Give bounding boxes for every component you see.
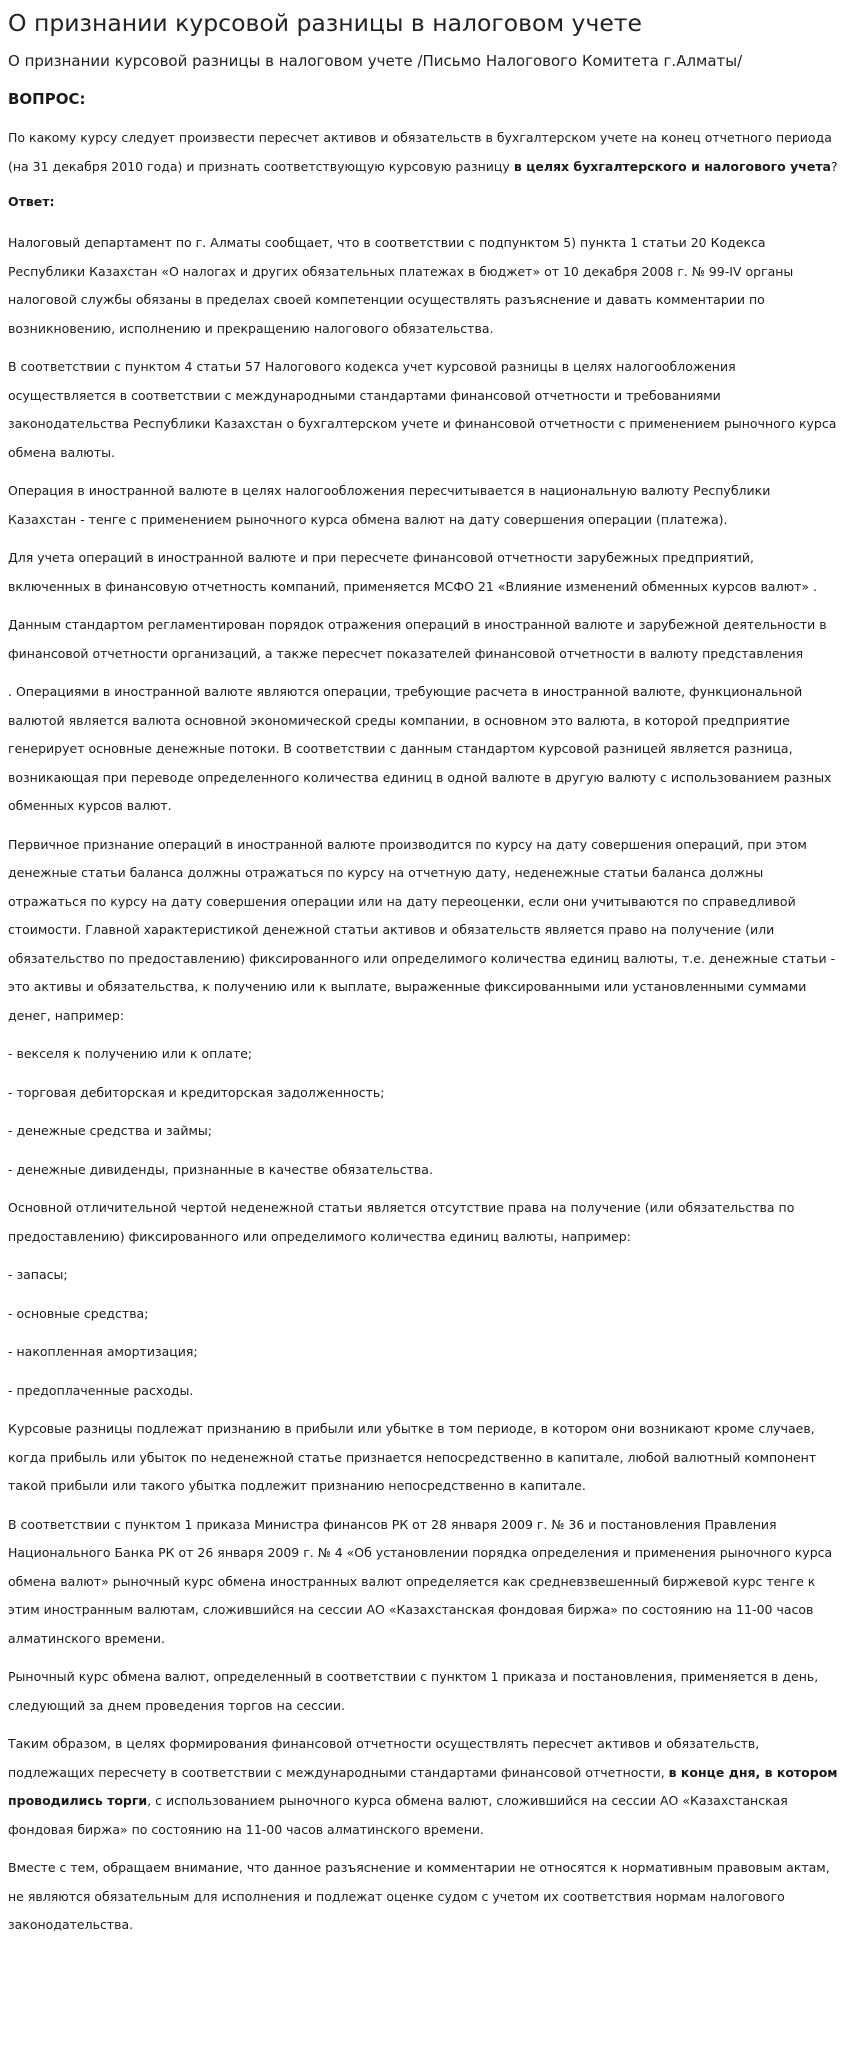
paragraph: Основной отличительной чертой неденежной статьи является отсутствие права на получение (или обязательства по предоставлению) фиксированного или определимого количества единиц валюты, например: <box>8 1200 795 1244</box>
question-label: ВОПРОС: <box>8 90 86 108</box>
final-paragraph: Вместе с тем, обращаем внимание, что данное разъяснение и комментарии не относятся к нормативным правовым актам, не являются обязательным для исполнения и подлежат оценке судом с учетом их соответствия нормам налогового законодательства. <box>8 1860 830 1932</box>
list-item: - денежные дивиденды, признанные в качестве обязательства. <box>8 1161 433 1177</box>
page-subtitle: О признании курсовой разницы в налоговом учете /Письмо Налогового Комитета г.Алматы/ <box>8 52 743 70</box>
conclusion-text-bold: в конце дня, в котором проводились торги <box>8 1764 838 1808</box>
question-text-after: ? <box>831 158 838 174</box>
paragraph: Первичное признание операций в иностранной валюте производится по курсу на дату совершения операций, при этом денежные статьи баланса должны отражаться по курсу на отчетную дату, неденежные статьи баланса должны отражаться по курсу на дату совершения операции или на дату переоценки, если они учитываются по справедливой стоимости. Главной характеристикой денежной статьи активов и обязательств является право на получение (или обязательство по предоставлению) фиксированного или определимого количества единиц валюты, т.е. денежные статьи - это активы и обязательства, к получению или к выплате, выраженные фиксированными или установленными суммами денег, например: <box>8 836 836 1023</box>
paragraph: В соответствии с пунктом 4 статьи 57 Налогового кодекса учет курсовой разницы в целях налогообложения осуществляется в соответствии с международными стандартами финансовой отчетности и требованиями законодательства Республики Казахстан о бухгалтерском учете и финансовой отчетности с применением рыночного курса обмена валюты. <box>8 359 837 460</box>
answer-label: Ответ: <box>8 194 55 209</box>
list-item: - денежные средства и займы; <box>8 1123 212 1138</box>
list-item: - векселя к получению или к оплате; <box>8 1046 253 1061</box>
paragraph: Рыночный курс обмена валют, определенный в соответствии с пунктом 1 приказа и постановления, применяется в день, следующий за днем проведения торгов на сессии. <box>8 1669 819 1713</box>
paragraph: . Операциями в иностранной валюте являются операции, требующие расчета в иностранной валюте, функциональной валютой является валюта основной экономической среды компании, в основном это валюта, в которой предприятие генерирует основные денежные потоки. В соответствии с данным стандартом курсовой разницей является разница, возникающая при переводе определенного количества единиц в одной валюте в другую валюту с использованием разных обменных курсов валют. <box>8 684 832 813</box>
page-title: О признании курсовой разницы в налоговом учете <box>8 9 642 37</box>
paragraph: В соответствии с пунктом 1 приказа Министра финансов РК от 28 января 2009 г. № 36 и постановления Правления Национального Банка РК от 26 января 2009 г. № 4 «Об установлении порядка определения и применения рыночного курса обмена валют» рыночный курс обмена иностранных валют определяется как средневзвешенный биржевой курс тенге к этим иностранным валютам, сложившийся на сессии АО «Казахстанская фондовая биржа» по состоянию на 11-00 часов алматинского времени. <box>8 1516 833 1646</box>
list-item: - предоплаченные расходы. <box>8 1382 194 1398</box>
list-item: - запасы; <box>8 1267 68 1282</box>
conclusion-text-after: , с использованием рыночного курса обмена валют, сложившийся на сессии АО «Казахстанская фондовая биржа» по состоянию на 11-00 часов алматинского времени. <box>8 1793 788 1837</box>
list-item: - торговая дебиторская и кредиторская задолженность; <box>8 1084 385 1100</box>
conclusion-paragraph <box>8 1730 839 1844</box>
paragraph: Курсовые разницы подлежат признанию в прибыли или убытке в том периоде, в котором они возникают кроме случаев, когда прибыль или убыток по неденежной статье признается непосредственно в капитале, любой валютный компонент такой прибыли или такого убытка подлежит признанию непосредственно в капитале. <box>8 1421 817 1493</box>
paragraph: Налоговый департамент по г. Алматы сообщает, что в соответствии с подпунктом 5) пункта 1 статьи 20 Кодекса Республики Казахстан «О налогах и других обязательных платежах в бюджет» от 10 декабря 2008 г. № 99-IV органы налоговой службы обязаны в пределах своей компетенции осуществлять разъяснение и давать комментарии по возникновению, исполнению и прекращению налогового обязательства. <box>8 235 794 336</box>
paragraph: Операция в иностранной валюте в целях налогообложения пересчитывается в национальную валюту Республики Казахстан - тенге с применением рыночного курса обмена валют на дату совершения операции (платежа). <box>8 483 771 527</box>
list-item: - накопленная амортизация; <box>8 1344 198 1359</box>
list-item: - основные средства; <box>8 1305 149 1321</box>
conclusion-text-before: Таким образом, в целях формирования финансовой отчетности осуществлять пересчет активов и обязательств, подлежащих пересчету в соответствии с международными стандартами финансовой отчетности, <box>8 1736 760 1780</box>
paragraph: Для учета операций в иностранной валюте и при пересчете финансовой отчетности зарубежных предприятий, включенных в финансовую отчетность компаний, применяется МСФО 21 «Влияние изменений обменных курсов валют» . <box>8 550 817 594</box>
question-text-before: По какому курсу следует произвести пересчет активов и обязательств в бухгалтерском учете на конец отчетного периода (на 31 декабря 2010 года) и признать соответствующую курсовую разницу <box>8 130 832 174</box>
question-text <box>8 124 839 181</box>
question-text-bold: в целях бухгалтерского и налогового учета <box>513 158 831 174</box>
paragraph: Данным стандартом регламентирован порядок отражения операций в иностранной валюте и зарубежной деятельности в финансовой отчетности организаций, а также пересчет показателей финансовой отчетности в валюту представления <box>8 617 827 661</box>
